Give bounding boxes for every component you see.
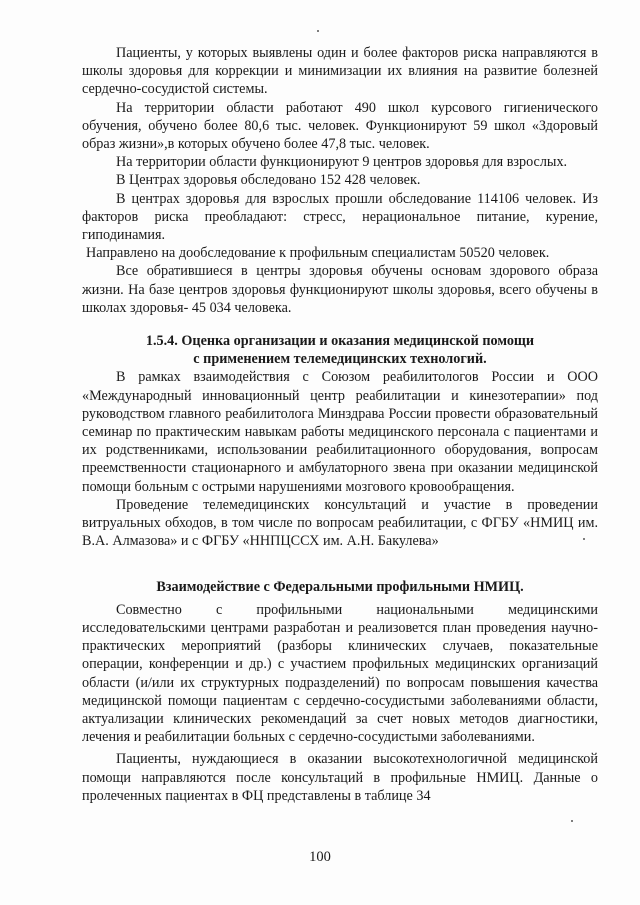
paragraph: В рамках взаимодействия с Союзом реабилитологов России и ООО «Международный инновационный центр реабилитации и кинезотерапии» под руководством главного реабилитолога Минздрава России провести образовательный семинар по практическим навыкам работы медицинского персонала с пациентами и их родственниками, использовании реабилитационного оборудования, вопросам преемственности стационарного и амбулаторного звена при оказании медицинской помощи больным с острыми нарушениями мозгового кровообращения. [82,369,598,495]
paragraph: Направлено на дообследование к профильным специалистам 50520 человек. [86,245,550,262]
page-content [82,44,598,805]
paragraph: На территории области функционируют 9 центров здоровья для взрослых. [116,154,568,171]
section-heading [82,332,598,368]
page-number: 100 [309,849,331,865]
section-heading-line: с применением телемедицинских технологий. [193,351,487,368]
paragraph: В центрах здоровья для взрослых прошли обследование 114106 человек. Из факторов риска преобладают: стресс, нерациональное питание, курение, гиподинамия. [82,190,598,244]
paragraph: Все обратившиеся в центры здоровья обучены основам здорового образа жизни. На базе центров здоровья функционируют школы здоровья, всего обучены в школах здоровья- 45 034 человека. [82,263,598,316]
paragraph: Проведение телемедицинских консультаций и участие в проведении витруальных обходов, в том числе по вопросам реабилитации, с ФГБУ «НМИЦ им. В.А. Алмазова» и с ФГБУ «ННПЦССХ им. А.Н. Бакулева» [82,496,598,550]
scan-speck [317,30,319,32]
scan-speck [571,820,573,822]
paragraph: В Центрах здоровья обследовано 152 428 человек. [116,172,421,189]
paragraph: Пациенты, у которых выявлены один и более факторов риска направляются в школы здоровья для коррекции и минимизации их влияния на развитие болезней сердечно-сосудистой системы. [82,45,598,98]
paragraph: На территории области работают 490 школ курсового гигиенического обучения, обучено более 80,6 тыс. человек. Функционируют 59 школ «Здоровый образ жизни»,в которых обучено более 47,8 тыс. человек. [82,99,598,153]
paragraph: Пациенты, нуждающиеся в оказании высокотехнологичной медицинской помощи направляются после консультаций в профильные НМИЦ. Данные о пролеченных пациентах в ФЦ представлены в таблице 34 [82,751,598,804]
section-heading-line: 1.5.4. Оценка организации и оказания медицинской помощи [145,333,535,350]
paragraph: Совместно с профильными национальными медицинскими исследовательскими центрами разработан и реализовется план проведения научно-практических мероприятий (разборы клинических случаев, показательные операции, конференции и др.) с участием профильных медицинских организаций области (и/или их структурных подразделений) по вопросам повышения качества медицинской помощи пациентам с сердечно-сосудистыми заболеваниями области, актуализации клинических рекомендаций за счет новых методов диагностики, лечения и реабилитации больных с сердечно-сосудистыми заболеваниями. [82,601,598,746]
section-heading: Взаимодействие с Федеральными профильными НМИЦ. [156,579,524,596]
